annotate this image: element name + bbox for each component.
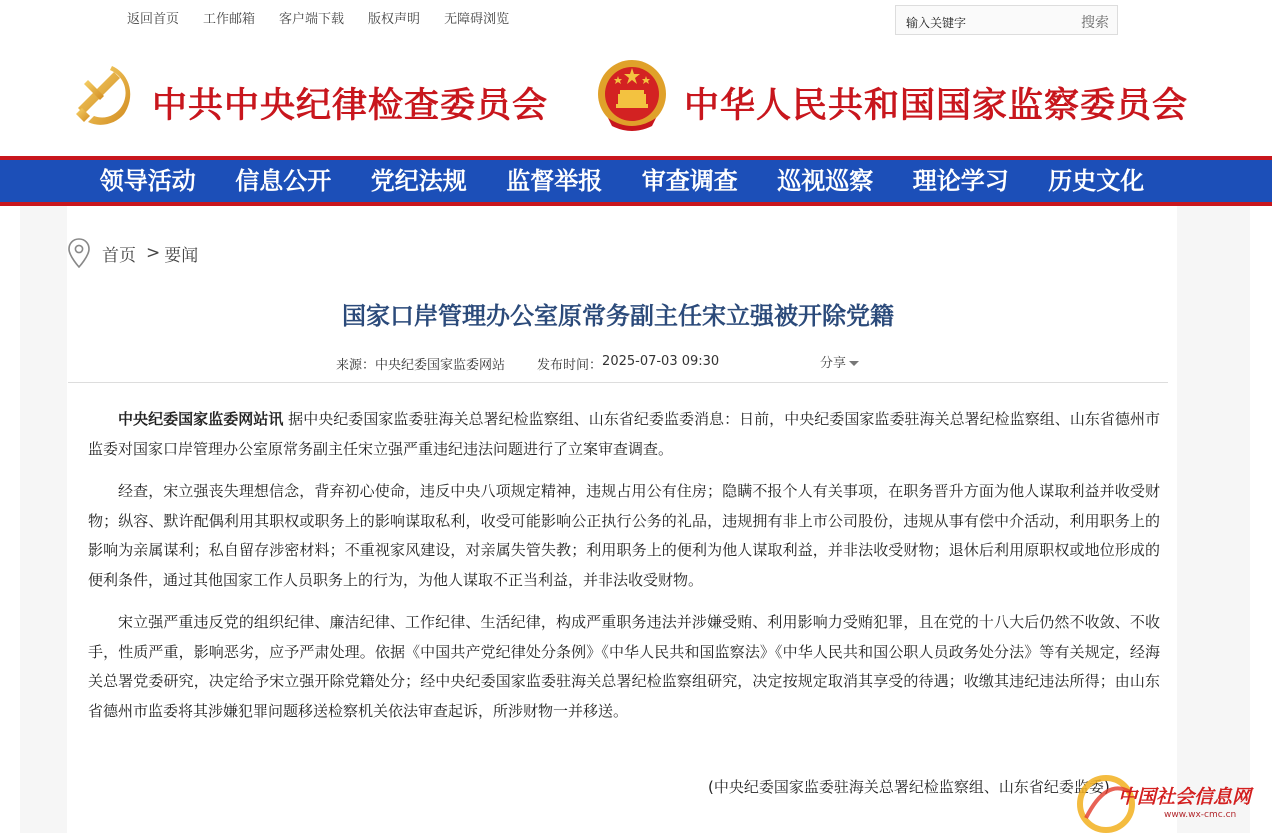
breadcrumb-current[interactable]: 要闻 — [164, 245, 199, 266]
nav-item-theory[interactable]: 理论学习 — [912, 166, 1009, 195]
search-box[interactable] — [895, 5, 1118, 35]
article-body — [88, 405, 1160, 739]
site-header — [0, 38, 1272, 156]
search-button[interactable]: 搜索 — [1081, 15, 1109, 31]
top-link-download[interactable]: 客户端下载 — [279, 12, 345, 27]
breadcrumb-separator: > — [146, 243, 161, 263]
national-emblem-icon[interactable] — [594, 56, 670, 136]
top-link-mail[interactable]: 工作邮箱 — [203, 12, 256, 27]
article-title: 国家口岸管理办公室原常务副主任宋立强被开除党籍 — [342, 302, 894, 330]
top-links — [127, 8, 509, 27]
top-link-home[interactable]: 返回首页 — [127, 12, 180, 27]
top-link-accessibility[interactable]: 无障碍浏览 — [444, 12, 510, 27]
watermark-text: 中国社会信息网 — [1118, 786, 1252, 808]
location-pin-icon — [68, 238, 90, 268]
org-title-right[interactable]: 中华人民共和国国家监察委员会 — [684, 85, 1189, 126]
watermark-url: www.wx-cmc.cn — [1164, 810, 1237, 820]
chevron-down-icon — [849, 361, 859, 366]
breadcrumb-home[interactable]: 首页 — [102, 245, 136, 266]
nav-item-history[interactable]: 历史文化 — [1048, 166, 1145, 195]
org-title-left[interactable]: 中共中央纪律检查委员会 — [152, 85, 549, 126]
nav-item-leadership[interactable]: 领导活动 — [99, 166, 196, 195]
paragraph-2: 经查，宋立强丧失理想信念，背弃初心使命，违反中央八项规定精神，违规占用公有住房；隐瞒不报个人有关事项，在职务晋升方面为他人谋取利益并收受财物；纵容、默许配偶利用其职权或职务上的影响谋取私利，收受可能影响公正执行公务的礼品，违规拥有非上市公司股份，违规从事有偿中介活动，利用职务上的影响为亲属谋利；私自留存涉密材料；不重视家风建设，对亲属失管失教；利用职务上的便利为他人谋取利益，并非法收受财物；退休后利用原职权或地位形成的便利条件，通过其他国家工作人员职务上的行为，为他人谋取不正当利益，并非法收受财物。 — [88, 482, 1160, 589]
top-link-copyright[interactable]: 版权声明 — [368, 12, 421, 27]
lead-text: 中央纪委国家监委网站讯 — [118, 410, 284, 428]
breadcrumb — [68, 237, 198, 269]
article-credit: (中央纪委国家监委驻海关总署纪检监察组、山东省纪委监委) — [708, 778, 1110, 796]
share-button[interactable] — [820, 352, 859, 371]
party-emblem-icon[interactable] — [68, 60, 140, 132]
time-value: 2025-07-03 09:30 — [602, 354, 720, 369]
main-nav — [0, 156, 1272, 206]
paragraph-1 — [88, 405, 1160, 464]
nav-item-regulations[interactable]: 党纪法规 — [370, 166, 467, 195]
source-label: 来源： — [336, 358, 376, 373]
time-label: 发布时间： — [537, 358, 603, 373]
nav-item-report[interactable]: 监督举报 — [506, 166, 603, 195]
paragraph-1-text: 据中央纪委国家监委驻海关总署纪检监察组、山东省纪委监委消息：日前，中央纪委国家监委驻海关总署纪检监察组、山东省德州市监委对国家口岸管理办公室原常务副主任宋立强严重违纪违法问题进行了立案审查调查。 — [88, 410, 1160, 458]
divider — [68, 382, 1168, 383]
search-input[interactable]: 输入关键字 — [906, 16, 967, 30]
nav-item-disclosure[interactable]: 信息公开 — [235, 166, 332, 195]
paragraph-3: 宋立强严重违反党的组织纪律、廉洁纪律、工作纪律、生活纪律，构成严重职务违法并涉嫌受贿、利用影响力受贿犯罪，且在党的十八大后仍然不收敛、不收手，性质严重，影响恶劣，应予严肃处理。依据《中国共产党纪律处分条例》《中华人民共和国监察法》《中华人民共和国公职人员政务处分法》等有关规定，经海关总署党委研究，决定给予宋立强开除党籍处分；经中央纪委国家监委驻海关总署纪检监察组研究，决定按规定取消其享受的待遇；收缴其违纪违法所得；由山东省德州市监委将其涉嫌犯罪问题移送检察机关依法审查起诉，所涉财物一并移送。 — [88, 613, 1160, 720]
share-label: 分享 — [820, 356, 847, 371]
nav-item-investigation[interactable]: 审查调查 — [641, 166, 738, 195]
nav-item-inspection[interactable]: 巡视巡察 — [777, 166, 874, 195]
article-meta — [336, 354, 719, 373]
top-bar — [0, 0, 1272, 38]
source-value: 中央纪委国家监委网站 — [375, 358, 506, 373]
